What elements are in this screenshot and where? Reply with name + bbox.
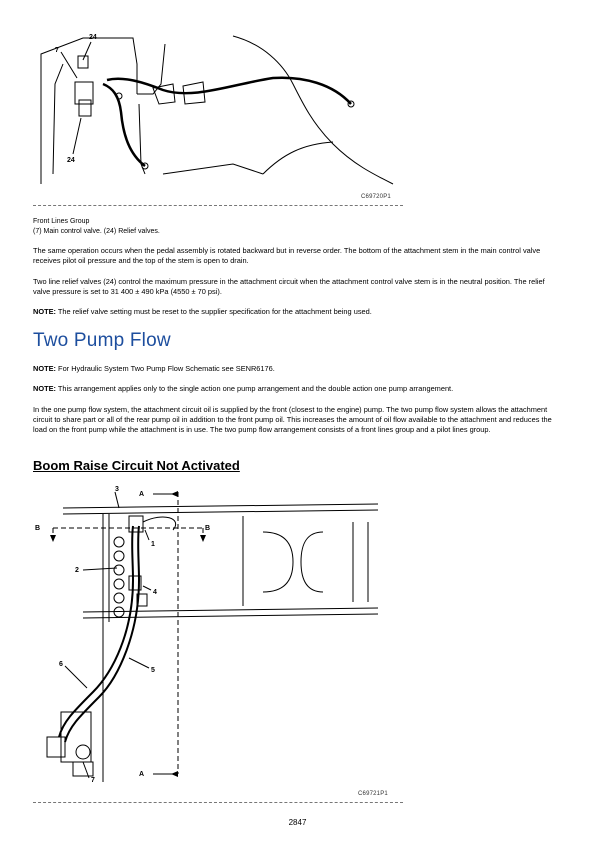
figure-front-lines-group: [33, 24, 403, 204]
paragraph-one-pump-flow: In the one pump flow system, the attachment circuit oil is supplied by the front (closest to the engine) pump. The two pump flow system allows the attachment circuit to share part or all of the rear pump oil in addition to the front pump oil. This increases the amount of oil flow available to the attachment and reduces the load on the front pump while the attachment is in use. The two pump flow arrangement consists of a front lines group and a pilot lines group.: [33, 405, 552, 434]
callout-3: 3: [115, 486, 119, 493]
section-a-bottom: A: [139, 771, 145, 778]
callout-1: 1: [151, 541, 155, 548]
callout-7: 7: [55, 47, 59, 54]
page-number: 2847: [288, 818, 307, 827]
note-label: NOTE:: [33, 307, 56, 316]
note-arrangement: [33, 384, 561, 394]
callout-6: 6: [59, 661, 63, 668]
note-schematic: [33, 364, 561, 374]
paragraph-relief-valves: Two line relief valves (24) control the maximum pressure in the attachment circuit when the attachment control valve stem is in the neutral position. The relief valve pressure is set to 31 400 ± 490 kPa (4550 ± 70 psi).: [33, 277, 545, 296]
callout-24-top: 24: [89, 34, 97, 41]
boom-raise-illustration: [33, 482, 403, 802]
note-text: For Hydraulic System Two Pump Flow Schematic see SENR6176.: [56, 364, 275, 373]
section-a-top: A: [139, 491, 145, 498]
section-b-left: B: [35, 525, 41, 532]
section-b-right: B: [205, 525, 211, 532]
callout-5: 5: [151, 667, 155, 674]
note-label: NOTE:: [33, 364, 56, 373]
note-text: The relief valve setting must be reset to the supplier specification for the attachment being used.: [56, 307, 372, 316]
callout-2: 2: [75, 567, 79, 574]
note-label: NOTE:: [33, 384, 56, 393]
note-relief-setting: [33, 307, 561, 317]
figure-boom-raise-circuit: [33, 482, 403, 802]
figure2-id: C69721P1: [358, 791, 388, 797]
note-text: This arrangement applies only to the single action one pump arrangement and the double action one pump arrangement.: [56, 384, 454, 393]
callout-7: 7: [91, 777, 95, 784]
figure1-id: C69720P1: [361, 194, 391, 200]
figure1-caption-title: Front Lines Group: [33, 218, 90, 225]
front-lines-illustration: [33, 24, 403, 204]
callout-24-bottom: 24: [67, 157, 75, 164]
heading-two-pump-flow: Two Pump Flow: [33, 330, 171, 351]
paragraph-pedal-reverse: The same operation occurs when the pedal assembly is rotated backward but in reverse order. The bottom of the attachment stem in the main control valve receives pilot oil pressure and the top of the stem is open to drain.: [33, 246, 541, 265]
figure1-caption-text: (7) Main control valve. (24) Relief valves.: [33, 228, 160, 235]
callout-4: 4: [153, 589, 157, 596]
figure1-divider: [33, 205, 403, 206]
heading-boom-raise: Boom Raise Circuit Not Activated: [33, 458, 240, 473]
figure2-divider: [33, 802, 403, 803]
